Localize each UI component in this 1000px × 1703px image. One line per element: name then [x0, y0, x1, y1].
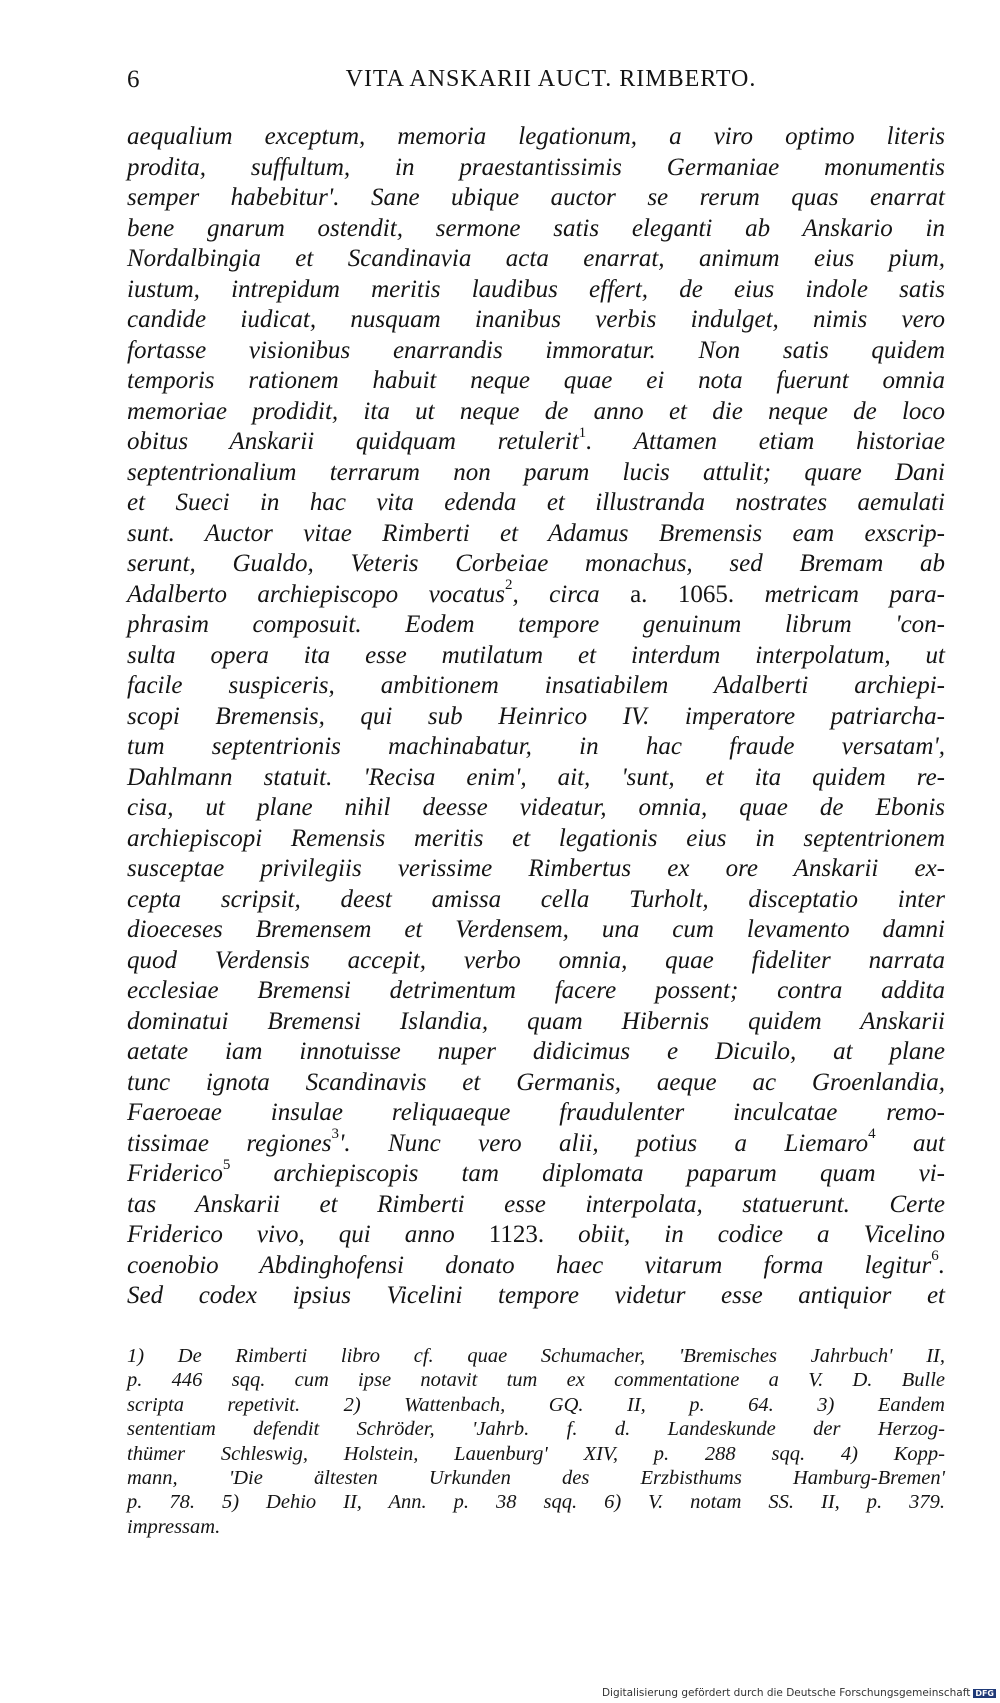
text-segment: metricam para-	[764, 580, 945, 608]
text-line: tas Anskarii et Rimberti esse interpolata, statuerunt. Certe	[127, 1190, 945, 1218]
text-line: dioeceses Bremensem et Verdensem, una cum levamento damni	[127, 916, 945, 943]
text-line	[127, 577, 945, 611]
text-line	[127, 1220, 945, 1251]
text-line	[127, 1248, 945, 1282]
text-line: ecclesiae Bremensi detrimentum facere possent; contra addita	[127, 977, 945, 1004]
footnote-ref: 6	[931, 1248, 939, 1265]
text-segment: archiepiscopis tam diplomata paparum quam vi-	[273, 1160, 946, 1187]
page-header	[127, 66, 945, 106]
year-text: a. 1065.	[630, 580, 735, 608]
footnote-line: p. 78. 5) Dehio II, Ann. p. 38 sqq. 6) V. notam SS. II, p. 379.	[127, 1491, 945, 1514]
footnotes	[127, 1344, 945, 1539]
text-segment: , circa	[512, 580, 600, 608]
text-line: obitus Anskarii quidquam retulerit$^1$. Attamen etiam historiae	[127, 424, 945, 455]
text-line: aequalium exceptum, memoria legationum, a viro optimo literis	[127, 123, 945, 150]
text-segment: aut	[913, 1129, 945, 1157]
text-segment: Adalberto archiepiscopo vocatus	[127, 580, 505, 608]
text-line: scopi Bremensis, qui sub Heinrico IV. imperatore patriarcha-	[127, 702, 945, 730]
text-segment: '. Nunc vero alii, potius a Liemaro	[339, 1129, 869, 1157]
text-segment: tissimae regiones	[127, 1129, 332, 1157]
footnote-ref: 3	[331, 1126, 339, 1143]
text-line: Sed codex ipsius Vicelini tempore videtur esse antiquior et	[127, 1282, 945, 1309]
text-line: facile suspiceris, ambitionem insatiabilem Adalberti archiepi-	[127, 672, 945, 699]
digitization-credit	[602, 1687, 996, 1699]
footnote-line: mann, 'Die ältesten Urkunden des Erzbisthums Hamburg-Bremen'	[127, 1466, 945, 1489]
text-line: cepta scripsit, deest amissa cella Turholt, disceptatio inter	[127, 885, 945, 913]
text-line: Faeroeae insulae reliquaeque fraudulenter inculcatae remo-	[127, 1099, 945, 1126]
dfg-logo-icon: DFG	[975, 1688, 994, 1698]
text-line: archiepiscopi Remensis meritis et legationis eius in septentrionem	[127, 824, 945, 852]
text-line: quod Verdensis accepit, verbo omnia, quae fideliter narrata	[127, 946, 945, 974]
text-line: Dahlmann statuit. 'Recisa enim', ait, 'sunt, et ita quidem re-	[127, 763, 945, 791]
footnote-ref: 2	[504, 577, 513, 594]
footnote-line: impressam.	[127, 1515, 221, 1538]
text-line: susceptae privilegiis verissime Rimbertus ex ore Anskarii ex-	[127, 855, 945, 882]
text-line: memoriae prodidit, ita ut neque de anno et die neque de loco	[127, 397, 945, 425]
text-line: sulta opera ita esse mutilatum et interdum interpolatum, ut	[127, 641, 945, 669]
text-line: prodita, suffultum, in praestantissimis Germaniae monumentis	[127, 153, 945, 181]
text-line: aetate iam innotuisse nuper didicimus e Dicuilo, at plane	[127, 1038, 945, 1065]
footnote-ref: 4	[868, 1126, 876, 1143]
text-line: semper habebitur'. Sane ubique auctor se rerum quas enarrat	[127, 184, 945, 211]
footnote-line: p. 446 sqq. cum ipse notavit tum ex commentatione a V. D. Bulle	[127, 1369, 945, 1392]
text-line: septentrionalium terrarum non parum lucis attulit; quare Dani	[127, 458, 945, 486]
text-line: phrasim composuit. Eodem tempore genuinum librum 'con-	[127, 611, 945, 638]
text-line: Nordalbingia et Scandinavia acta enarrat, animum eius pium,	[127, 245, 945, 272]
text-segment: coenobio Abdinghofensi donato haec vitarum forma legitur	[127, 1251, 932, 1279]
credit-text: Digitalisierung gefördert durch die Deutsche Forschungsgemeinschaft	[601, 1687, 971, 1699]
text-line	[127, 1126, 945, 1160]
page-number: 6	[127, 66, 140, 93]
text-segment: obiit, in codice a Vicelino	[578, 1221, 946, 1248]
footnote-ref: 5	[222, 1156, 231, 1173]
text-line: fortasse visionibus enarrandis immoratur. Non satis quidem	[127, 336, 945, 364]
text-segment: Friderico	[127, 1160, 223, 1187]
text-line: dominatui Bremensi Islandia, quam Hibernis quidem Anskarii	[127, 1007, 945, 1035]
main-text	[127, 122, 945, 1312]
text-line: et Sueci in hac vita edenda et illustranda nostrates aemulati	[127, 489, 945, 516]
footnote-line: 1) De Rimberti libro cf. quae Schumacher, 'Bremisches Jahrbuch' II,	[127, 1345, 945, 1367]
text-line: cisa, ut plane nihil deesse videatur, omnia, quae de Ebonis	[127, 794, 945, 821]
footnote-line: thümer Schleswig, Holstein, Lauenburg' XIV, p. 288 sqq. 4) Kopp-	[127, 1442, 945, 1465]
text-line: serunt, Gualdo, Veteris Corbeiae monachus, sed Bremam ab	[127, 550, 945, 577]
text-segment: .	[938, 1251, 945, 1279]
footnote-line: scripta repetivit. 2) Wattenbach, GQ. II, p. 64. 3) Eandem	[127, 1393, 945, 1416]
text-segment: Friderico vivo, qui anno	[127, 1221, 455, 1248]
text-line	[127, 1156, 946, 1190]
text-segment: Attamen etiam historiae	[633, 428, 945, 455]
text-line: tunc ignota Scandinavis et Germanis, aeque ac Groenlandia,	[127, 1068, 945, 1096]
text-line: temporis rationem habuit neque quae ei nota fuerunt omnia	[127, 367, 945, 394]
text-segment: obitus Anskarii quidquam retulerit	[127, 428, 579, 455]
text-line: tum septentrionis machinabatur, in hac fraude versatam',	[127, 733, 945, 760]
year-text: 1123.	[488, 1221, 545, 1248]
text-line: iustum, intrepidum meritis laudibus effert, de eius indole satis	[127, 275, 945, 303]
text-line: bene gnarum ostendit, sermone satis eleganti ab Anskario in	[127, 214, 945, 242]
footnote-line: sententiam defendit Schröder, 'Jahrb. f. d. Landeskunde der Herzog-	[127, 1418, 945, 1441]
running-title: VITA ANSKARII AUCT. RIMBERTO.	[345, 66, 757, 92]
text-line: sunt. Auctor vitae Rimberti et Adamus Bremensis eam exscrip-	[127, 519, 945, 547]
text-line: candide iudicat, nusquam inanibus verbis indulget, nimis vero	[127, 306, 945, 333]
footnote-ref: 1	[578, 424, 587, 441]
